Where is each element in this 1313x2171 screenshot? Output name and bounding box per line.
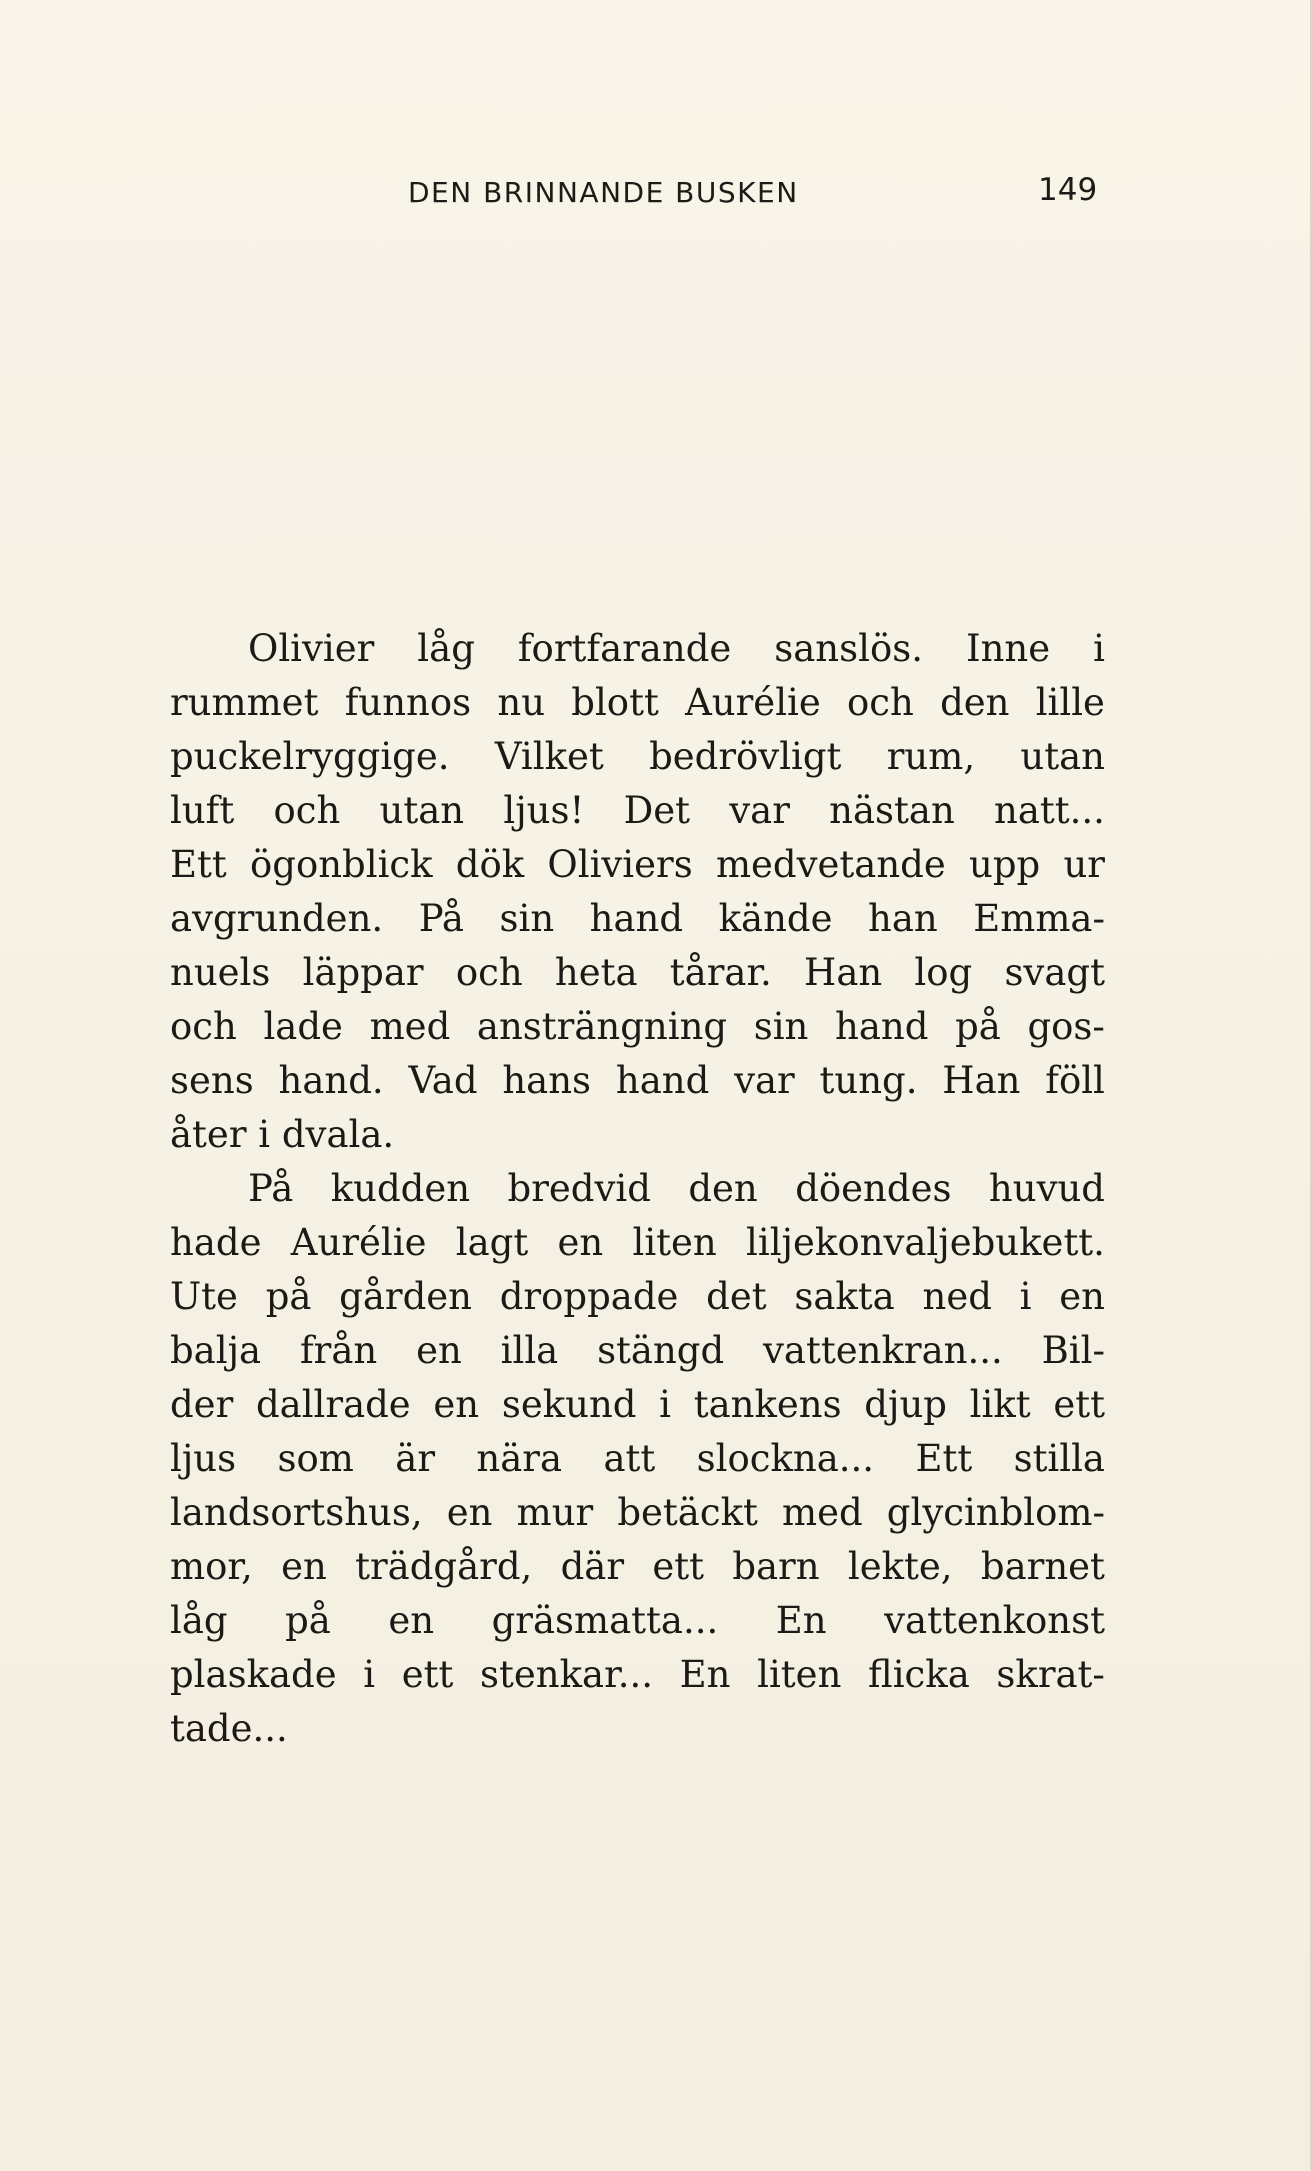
word: hand <box>835 1005 929 1048</box>
word: med <box>369 1005 451 1048</box>
word: på <box>285 1599 331 1642</box>
word: och <box>847 681 914 724</box>
text-line <box>170 1054 1105 1108</box>
word: en <box>1059 1275 1105 1318</box>
word: den <box>940 681 1010 724</box>
word: på <box>265 1275 312 1318</box>
word: Emma- <box>973 897 1105 940</box>
word: Ett <box>915 1437 973 1480</box>
text-line <box>170 1432 1105 1486</box>
word: landsortshus, <box>170 1491 423 1534</box>
word: och <box>170 1005 237 1048</box>
word: trädgård, <box>355 1545 533 1588</box>
word: kudden <box>330 1167 471 1210</box>
word: föll <box>1045 1059 1105 1102</box>
word: rum, <box>886 735 976 778</box>
word: Bil- <box>1041 1329 1105 1372</box>
word: Olivier <box>248 627 375 670</box>
word: där <box>560 1545 625 1588</box>
word: slockna... <box>696 1437 875 1480</box>
word: På <box>418 897 464 940</box>
word: medvetande <box>715 843 946 886</box>
word: der <box>170 1383 234 1426</box>
word: låg <box>417 627 475 670</box>
word: Vad <box>408 1059 478 1102</box>
word: gården <box>339 1275 473 1318</box>
text-line <box>170 838 1105 892</box>
word: bredvid <box>507 1167 651 1210</box>
word: heta <box>554 951 638 994</box>
word: en <box>446 1491 493 1534</box>
word: Han <box>942 1059 1021 1102</box>
word: sin <box>499 897 555 940</box>
word: glycinblom- <box>886 1491 1105 1534</box>
word: hand. <box>278 1059 384 1102</box>
word: funnos <box>344 681 472 724</box>
word: nära <box>476 1437 563 1480</box>
word: barn <box>732 1545 820 1588</box>
word: mur <box>516 1491 594 1534</box>
word: balja <box>170 1329 262 1372</box>
word: likt <box>969 1383 1031 1426</box>
word: nu <box>497 681 546 724</box>
text-line <box>170 1486 1105 1540</box>
text-line <box>170 784 1105 838</box>
text-line <box>170 730 1105 784</box>
word: skrat- <box>996 1653 1105 1696</box>
word: Han <box>804 951 883 994</box>
word: liten <box>757 1653 842 1696</box>
word: puckelryggige. <box>170 735 450 778</box>
word: sakta <box>794 1275 895 1318</box>
word: var <box>729 789 790 832</box>
word: dök <box>455 843 525 886</box>
word: ansträngning <box>476 1005 728 1048</box>
word: droppade <box>499 1275 679 1318</box>
word: i <box>363 1653 376 1696</box>
word: liten <box>632 1221 717 1264</box>
word: ett <box>652 1545 704 1588</box>
text-line <box>170 1378 1105 1432</box>
word: fortfarande <box>517 627 732 670</box>
word: ljus! <box>503 789 585 832</box>
word: kände <box>718 897 833 940</box>
word: Aurélie <box>290 1221 427 1264</box>
word: lekte, <box>847 1545 953 1588</box>
text-line: åter i dvala. <box>170 1113 395 1156</box>
word: i <box>659 1383 672 1426</box>
word: med <box>782 1491 863 1534</box>
word: avgrunden. <box>170 897 384 940</box>
word: Oliviers <box>547 843 693 886</box>
word: tankens <box>693 1383 842 1426</box>
text-line <box>170 1216 1105 1270</box>
word: en <box>416 1329 462 1372</box>
text-line <box>170 1648 1105 1702</box>
word: gos- <box>1027 1005 1105 1048</box>
word: läppar <box>302 951 424 994</box>
word: utan <box>379 789 465 832</box>
word: stenkar... <box>480 1653 654 1696</box>
word: Inne <box>965 627 1051 670</box>
word: en <box>433 1383 480 1426</box>
word: i <box>1019 1275 1032 1318</box>
word: han <box>868 897 938 940</box>
word: sens <box>170 1059 254 1102</box>
word: en <box>557 1221 604 1264</box>
word: den <box>688 1167 758 1210</box>
word: svagt <box>1004 951 1105 994</box>
word: hand <box>589 897 684 940</box>
word: På <box>248 1167 294 1210</box>
word: på <box>955 1005 1001 1048</box>
running-head: DEN BRINNANDE BUSKEN <box>408 176 799 209</box>
word: Vilket <box>494 735 604 778</box>
word: från <box>299 1329 378 1372</box>
word: sin <box>753 1005 809 1048</box>
word: vattenkran... <box>763 1329 1003 1372</box>
page-number: 149 <box>1038 172 1098 208</box>
word: tung. <box>819 1059 918 1102</box>
word: Ett <box>170 843 227 886</box>
word: liljekonvaljebukett. <box>746 1221 1105 1264</box>
word: och <box>455 951 523 994</box>
word: flicka <box>868 1653 970 1696</box>
text-line: tade... <box>170 1707 288 1750</box>
word: blott <box>571 681 659 724</box>
word: stängd <box>597 1329 725 1372</box>
word: En <box>679 1653 731 1696</box>
text-line <box>170 892 1105 946</box>
word: Ute <box>170 1275 238 1318</box>
word: döendes <box>795 1167 952 1210</box>
text-line <box>170 622 1105 676</box>
text-line <box>170 676 1105 730</box>
word: hand <box>615 1059 710 1102</box>
word: hans <box>502 1059 592 1102</box>
word: lagt <box>455 1221 529 1264</box>
text-line <box>170 1594 1105 1648</box>
word: djup <box>864 1383 947 1426</box>
word: En <box>775 1599 827 1642</box>
word: nästan <box>829 789 955 832</box>
text-line <box>170 1162 1105 1216</box>
word: huvud <box>988 1167 1105 1210</box>
body-text <box>170 622 1105 1756</box>
word: det <box>706 1275 767 1318</box>
word: hade <box>170 1221 262 1264</box>
word: barnet <box>980 1545 1105 1588</box>
word: utan <box>1020 735 1105 778</box>
word: och <box>273 789 341 832</box>
word: Det <box>623 789 691 832</box>
word: plaskade <box>170 1653 337 1696</box>
word: att <box>603 1437 656 1480</box>
word: vattenkonst <box>884 1599 1105 1642</box>
word: en <box>388 1599 435 1642</box>
word: sekund <box>501 1383 637 1426</box>
word: sanslös. <box>774 627 923 670</box>
text-line <box>170 1324 1105 1378</box>
word: ögonblick <box>249 843 433 886</box>
word: gräsmatta... <box>491 1599 719 1642</box>
word: som <box>277 1437 354 1480</box>
word: illa <box>500 1329 559 1372</box>
text-line <box>170 1270 1105 1324</box>
word: ett <box>1053 1383 1105 1426</box>
word: en <box>281 1545 327 1588</box>
word: lille <box>1035 681 1105 724</box>
text-line <box>170 1000 1105 1054</box>
word: ljus <box>170 1437 237 1480</box>
word: natt... <box>994 789 1105 832</box>
word: betäckt <box>617 1491 758 1534</box>
word: tårar. <box>669 951 772 994</box>
word: är <box>395 1437 436 1480</box>
word: i <box>1093 627 1105 670</box>
word: bedrövligt <box>649 735 842 778</box>
word: ur <box>1063 843 1105 886</box>
word: ned <box>922 1275 992 1318</box>
text-line <box>170 946 1105 1000</box>
word: lade <box>263 1005 343 1048</box>
word: Aurélie <box>685 681 821 724</box>
word: upp <box>969 843 1041 886</box>
word: nuels <box>170 951 271 994</box>
word: stilla <box>1013 1437 1105 1480</box>
word: luft <box>170 789 235 832</box>
word: dallrade <box>255 1383 411 1426</box>
word: låg <box>170 1599 228 1642</box>
text-line <box>170 1540 1105 1594</box>
word: log <box>914 951 973 994</box>
word: rummet <box>170 681 319 724</box>
word: var <box>734 1059 795 1102</box>
word: ett <box>401 1653 454 1696</box>
word: mor, <box>170 1545 253 1588</box>
